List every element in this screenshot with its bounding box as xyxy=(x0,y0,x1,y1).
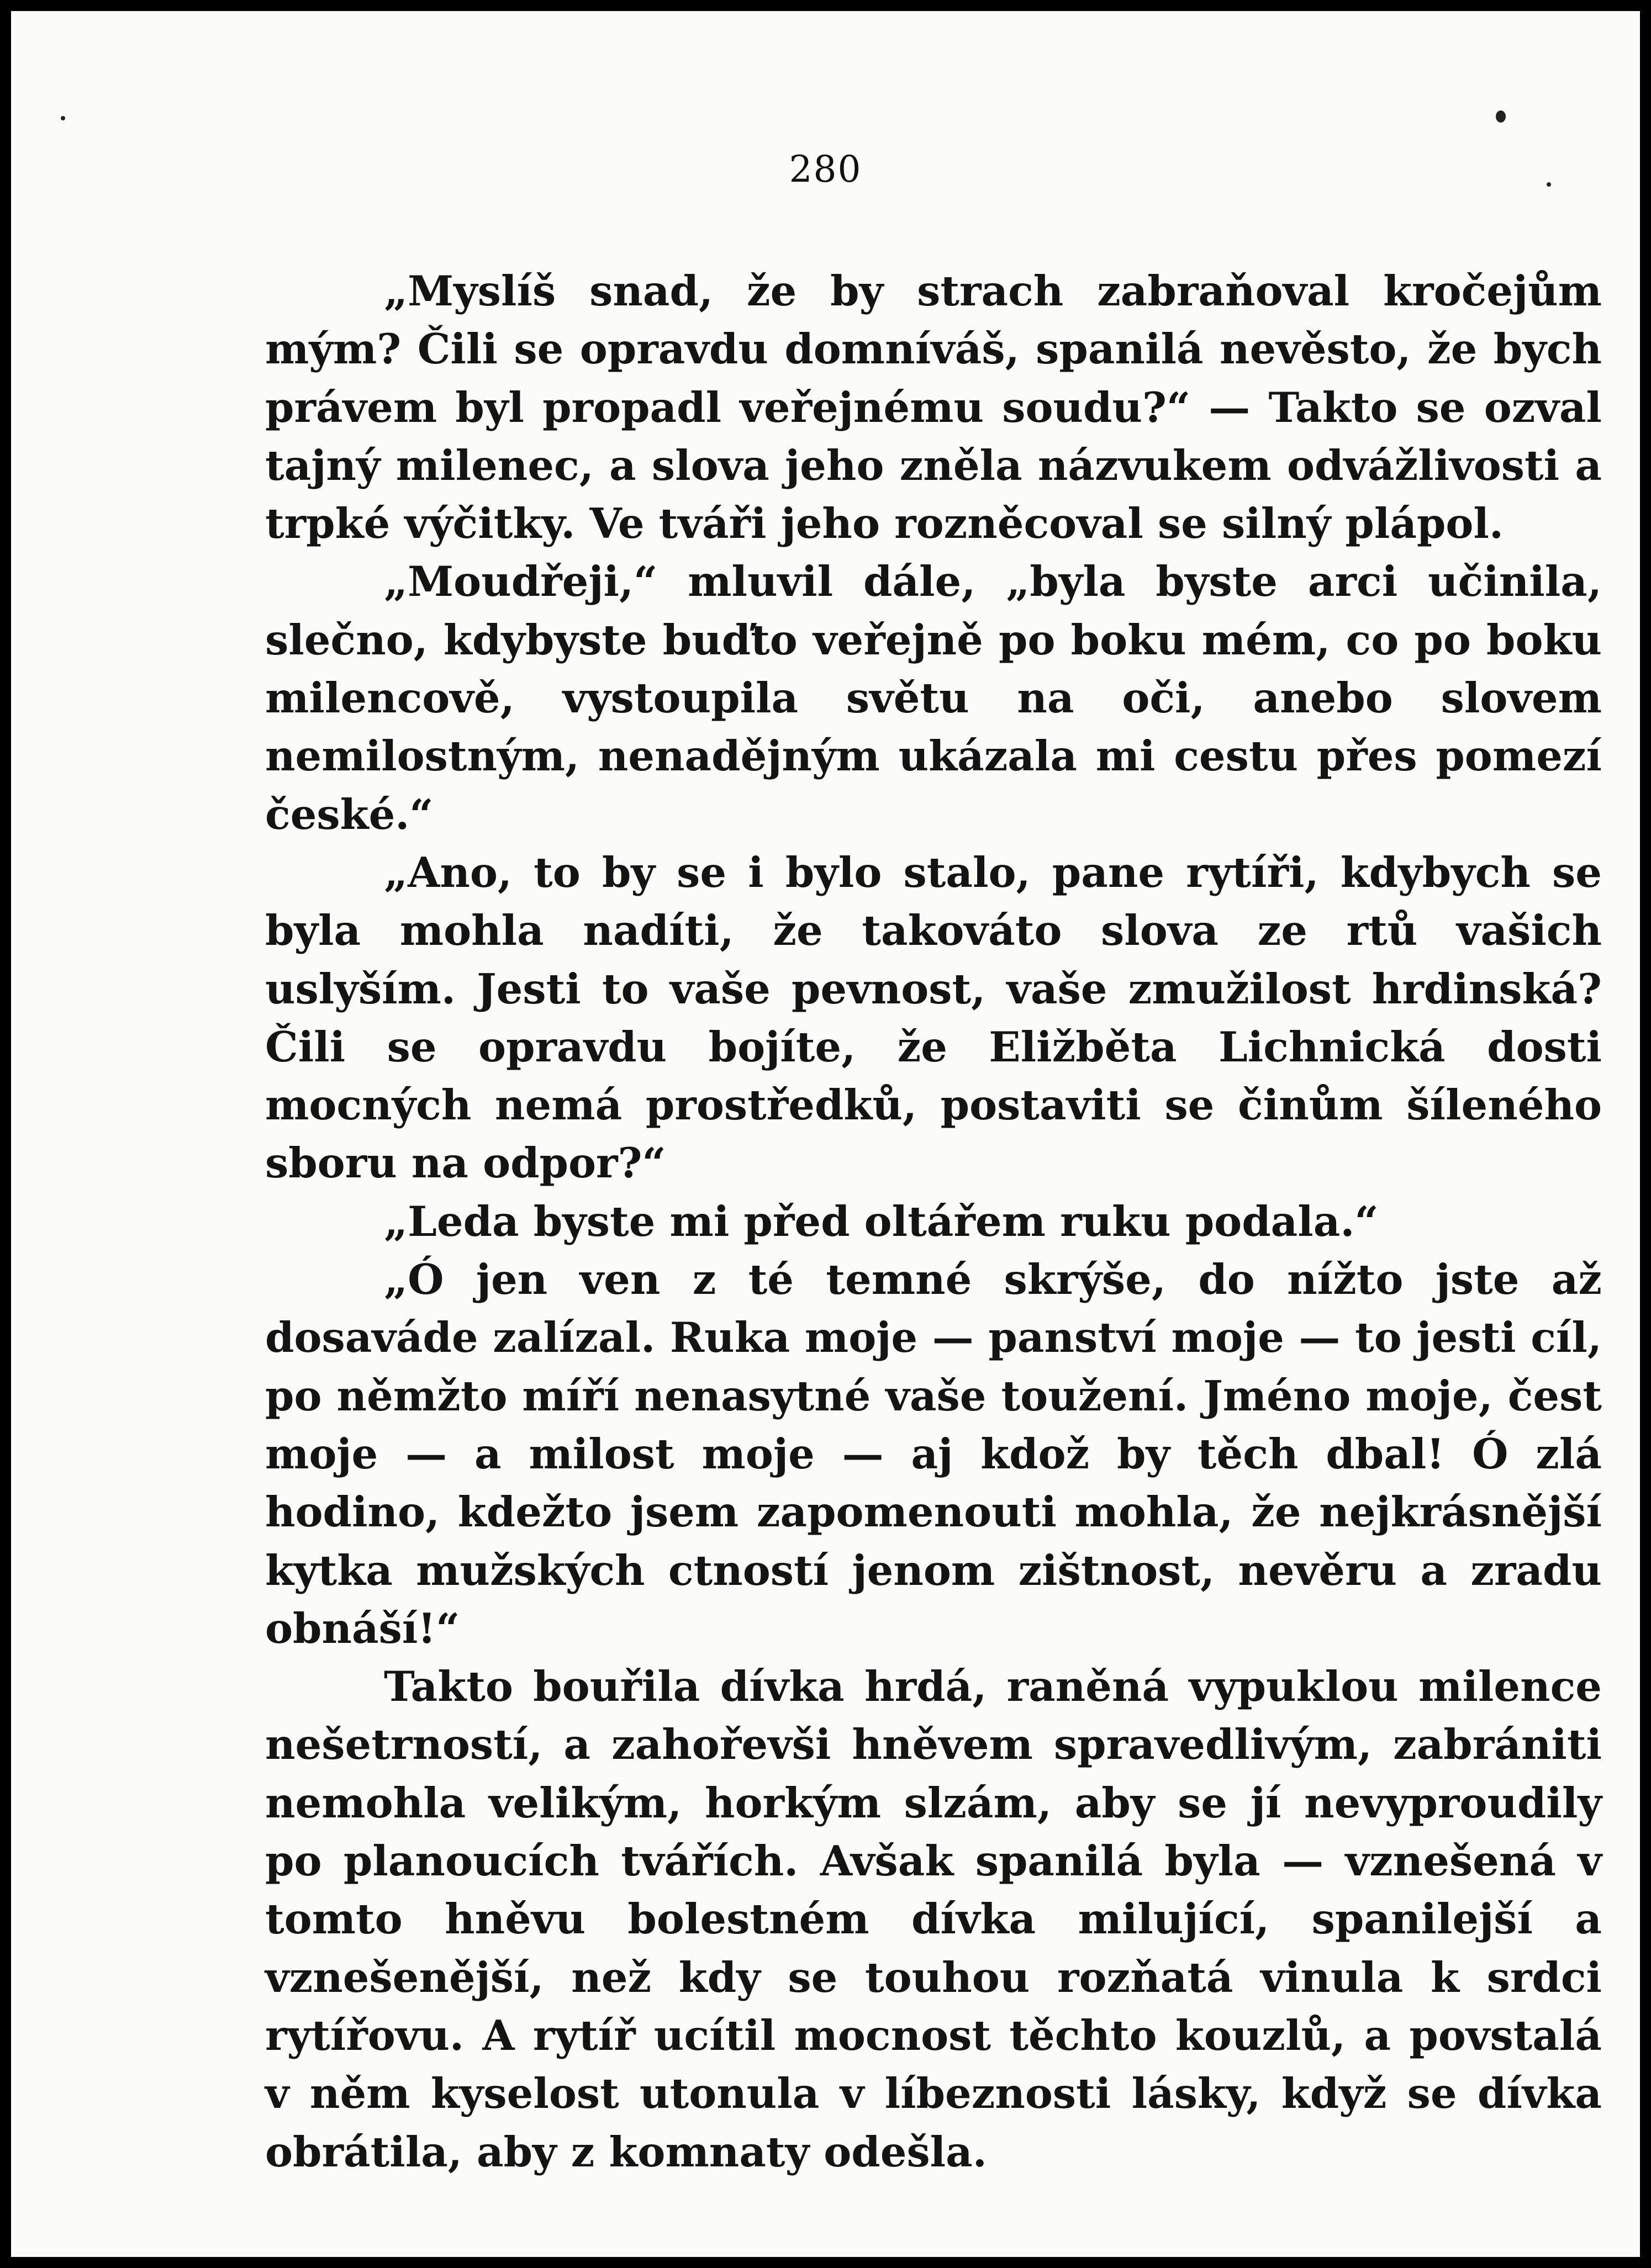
paragraph: „Ano, to by se i bylo stalo, pane rytíři, kdybych se byla mohla nadíti, že takováto slova ze rtů vašich uslyším. Jesti to vaše pevnost, vaše zmužilost hrdinská? Čili se opravdu bojíte, že Eližběta Lichnická dosti mocných nemá prostředků, postaviti se činům šíleného sboru na odpor?“ xyxy=(265,848,1602,1188)
paragraph: Takto bouřila dívka hrdá, raněná vypuklou milence nešetrností, a zahořevši hněvem spravedlivým, zabrániti nemohla velikým, horkým slzám, aby se jí nevyproudily po planoucích tvářích. Avšak spanilá byla — vznešená v tomto hněvu bolestném dívka milující, spanilejší a vznešenější, než kdy se touhou rozňatá vinula k srdci rytířovu. A rytíř ucítil mocnost těchto kouzlů, a povstalá v něm kyselost utonula v líbeznosti lásky, když se dívka obrátila, aby z komnaty odešla. xyxy=(265,1662,1602,2176)
scan-speck xyxy=(1496,110,1506,123)
body-text xyxy=(265,262,1602,2181)
paragraph: „Moudřeji,“ mluvil dále, „byla byste arci učinila, slečno, kdybyste buďto veřejně po boku mém, co po boku milencově, vystoupila světu na oči, anebo slovem nemilostným, nenadějným ukázala mi cestu přes pomezí české.“ xyxy=(265,557,1602,839)
page-number: 280 xyxy=(789,148,862,191)
scan-speck xyxy=(61,116,65,120)
book-page xyxy=(11,11,1640,2257)
paragraph: „Leda byste mi před oltářem ruku podala.“ xyxy=(384,1197,1379,1246)
scan-speck xyxy=(1547,182,1551,187)
paragraph: „Ó jen ven z té temné skrýše, do nížto jste až dosaváde zalízal. Ruka moje — panství moje — to jesti cíl, po němžto míří nenasytné vaše toužení. Jméno moje, čest moje — a milost moje — aj kdož by těch dbal! Ó zlá hodino, kdežto jsem zapomenouti mohla, že nejkrásnější kytka mužských ctností jenom zištnost, nevěru a zradu obnáší!“ xyxy=(265,1255,1602,1653)
paragraph: „Myslíš snad, že by strach zabraňoval kročejům mým? Čili se opravdu domníváš, spanilá nevěsto, že bych právem byl propadl veřejnému soudu?“ — Takto se ozval tajný milenec, a slova jeho zněla názvukem odvážlivosti a trpké výčitky. Ve tváři jeho rozněcoval se silný plápol. xyxy=(265,267,1602,548)
